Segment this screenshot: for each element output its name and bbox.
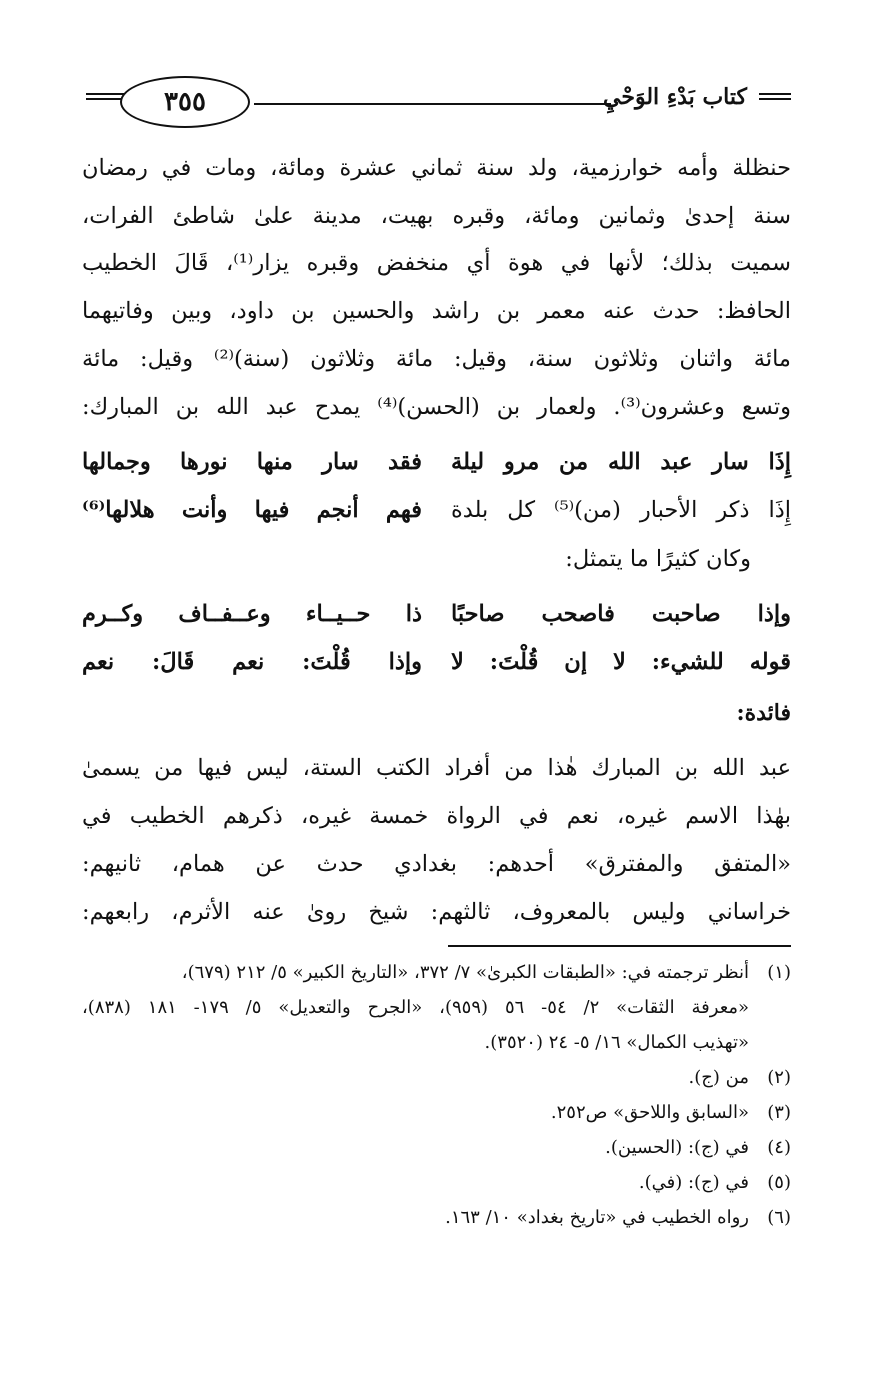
footnote-number: (٥) — [767, 1172, 791, 1193]
verse-row — [82, 590, 791, 638]
footnote-item — [82, 1095, 791, 1130]
verse-first-hemistich: إِذَا ذكر الأحبار (من)⁽⁵⁾ كل بلدة — [451, 497, 791, 523]
footnote-text: في (ج): (الحسين). — [605, 1137, 749, 1158]
text-line: خراساني وليس بالمعروف، ثالثهم: شيخ روىٰ عنه الأثرم، رابعهم: — [82, 899, 791, 925]
verse-row — [82, 438, 791, 486]
footnote-separator — [448, 945, 791, 947]
verse-first-hemistich: إِذَا سار عبد الله من مرو ليلة — [451, 449, 791, 475]
footnote-text: «السابق واللاحق» ص٢٥٢. — [550, 1102, 749, 1123]
footnote-number: (٢) — [767, 1067, 791, 1088]
verse-first-hemistich: قوله للشيء: لا إن قُلْتَ: لا — [451, 649, 791, 675]
text-line: حنظلة وأمه خوارزمية، ولد سنة ثماني عشرة ومائة، ومات في رمضان — [82, 155, 791, 181]
text-line: وتسع وعشرون⁽³⁾. ولعمار بن (الحسن)⁽⁴⁾ يمدح عبد الله بن المبارك: — [82, 393, 791, 420]
page-number: ٣٥٥ — [120, 76, 250, 128]
footnote-text: في (ج): (في). — [638, 1172, 749, 1193]
main-paragraph — [82, 145, 791, 431]
verse-first-hemistich: وإذا صاحبت فاصحب صاحبًا — [451, 601, 791, 627]
text-line: عبد الله بن المبارك هٰذا من أفراد الكتب الستة، ليس فيها من يسمىٰ — [82, 755, 791, 781]
footnote-item — [82, 1060, 791, 1095]
verse-second-hemistich: فهم أنجم فيها وأنت هلالها⁽⁶⁾ — [82, 497, 422, 523]
poem-verses-2 — [82, 590, 791, 686]
text-line: سميت بذلك؛ لأنها في هوة أي منخفض وقبره يزار⁽¹⁾، قَالَ الخطيب — [82, 250, 791, 277]
footnote-continuation — [82, 990, 791, 1025]
footnote-item — [82, 1165, 791, 1200]
footnote-item — [82, 955, 791, 990]
verse-row — [82, 486, 791, 534]
second-paragraph — [82, 744, 791, 936]
footnote-text: «تهذيب الكمال» ١٦/ ٥- ٢٤ (٣٥٢٠). — [484, 1032, 749, 1053]
verse-second-hemistich: فقد سار منها نورها وجمالها — [82, 449, 422, 475]
footnote-number: (١) — [767, 962, 791, 983]
footnote-number: (٤) — [767, 1137, 791, 1158]
footnote-text: «معرفة الثقات» ٢/ ٥٤- ٥٦ (٩٥٩)، «الجرح والتعديل» ٥/ ١٧٩- ١٨١ (٨٣٨)، — [82, 997, 750, 1018]
header-rule-right — [759, 93, 791, 105]
footnotes — [82, 955, 791, 1235]
footnote-item — [82, 1130, 791, 1165]
verse-row — [82, 638, 791, 686]
text-line: سنة إحدىٰ وثمانين ومائة، وقبره بهيت، مدينة علىٰ شاطئ الفرات، — [82, 202, 791, 229]
text-line: بهٰذا الاسم غيره، نعم في الرواة خمسة غيره، ذكرهم الخطيب في — [82, 803, 791, 829]
footnote-number: (٦) — [767, 1207, 791, 1228]
footnote-continuation — [82, 1025, 791, 1060]
section-label: فائدة: — [736, 700, 791, 726]
footnote-text: أنظر ترجمته في: «الطبقات الكبرىٰ» ٧/ ٣٧٢، «التاريخ الكبير» ٥/ ٢١٢ (٦٧٩)، — [181, 962, 749, 983]
footnote-item — [82, 1200, 791, 1235]
footnote-text: من (ج). — [688, 1067, 749, 1088]
footnote-text: رواه الخطيب في «تاريخ بغداد» ١٠/ ١٦٣. — [445, 1207, 749, 1228]
verse-second-hemistich: وإذا قُلْتَ: نعم قَالَ: نعم — [82, 649, 422, 675]
verse-intro: وكان كثيرًا ما يتمثل: — [565, 546, 751, 572]
running-title: كتاب بَدْءِ الوَحْيِ — [603, 84, 747, 110]
page-header — [86, 76, 791, 126]
text-line: مائة واثنان وثلاثون سنة، وقيل: مائة وثلاثون (سنة)⁽²⁾ وقيل: مائة — [82, 345, 791, 372]
text-line: «المتفق والمفترق» أحدهم: بغدادي حدث عن همام، ثانيهم: — [82, 851, 791, 877]
header-rule-middle — [254, 103, 611, 105]
text-line: الحافظ: حدث عنه معمر بن راشد والحسين بن داود، وبين وفاتيهما — [82, 298, 791, 325]
verse-second-hemistich: ذا حــيــاء وعــفــاف وكــرم — [82, 601, 422, 627]
footnote-number: (٣) — [767, 1102, 791, 1123]
poem-verses-1 — [82, 438, 791, 534]
